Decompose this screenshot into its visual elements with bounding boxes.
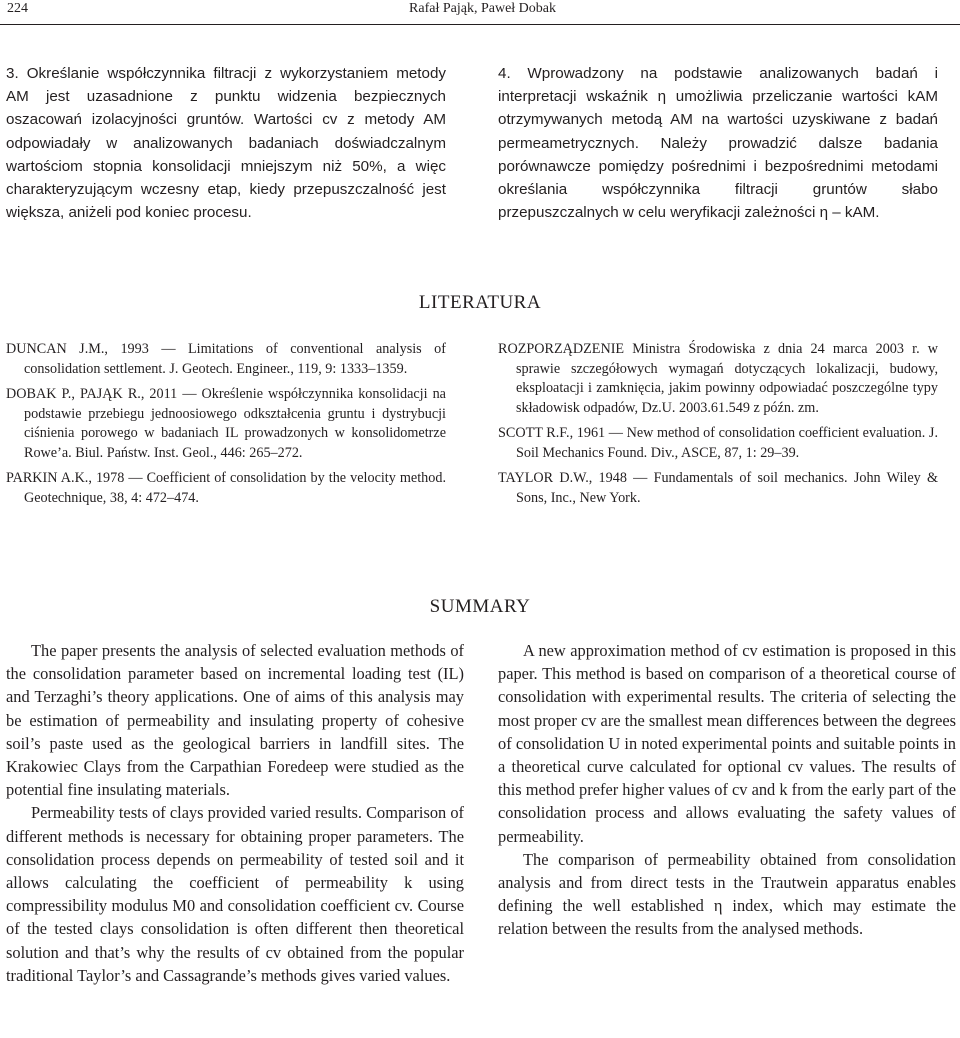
page-number: 224 (7, 1, 28, 16)
references-left-column (6, 340, 446, 514)
conclusion-item-4 (498, 62, 938, 224)
reference-entry: ROZPORZĄDZENIE Ministra Środowiska z dnia 24 marca 2003 r. w sprawie szczegółowych wymagań dotyczących lokalizacji, budowy, eksploatacji i zamknięcia, jakim powinny odpowiadać poszczególne typy składowisk odpadów, Dz.U. 2003.61.549 z późn. zm. (498, 341, 938, 416)
reference-entry: DOBAK P., PAJĄK R., 2011 — Określenie współczynnika konsolidacji na podstawie przebiegu jednoosiowego odkształcenia gruntu i dystrybucji ciśnienia porowego w badaniach IL prowadzonych w konsolidometrze Rowe’a. Biul. Państw. Inst. Geol., 446: 265–272. (6, 386, 446, 461)
summary-paragraph: The comparison of permeability obtained from consolidation analysis and from direct tests in the Trautwein apparatus enables defining the well established η index, which may estimate the relation between the results from the analysed methods. (498, 849, 956, 939)
running-head-authors: Rafał Pająk, Paweł Dobak (409, 1, 556, 16)
references-right-column (498, 340, 938, 514)
summary-right-column (498, 639, 956, 941)
conclusion-item-4-text: 4. Wprowadzony na podstawie analizowanych badań i interpretacji wskaźnik η umożliwia przeliczanie wartości kAM otrzymywanych metodą AM na wartości uzyskiwane z badań permeametrycznych. Należy prowadzić dalsze badania porównawcze pomiędzy pośrednimi i bezpośrednimi metodami określania współczynnika filtracji gruntów słabo przepuszczalnych w celu weryfikacji zależności η – kAM. (498, 65, 938, 222)
summary-heading: SUMMARY (429, 596, 531, 617)
reference-entry: DUNCAN J.M., 1993 — Limitations of conventional analysis of consolidation settlement. J. Geotech. Engineer., 119, 9: 1333–1359. (6, 341, 446, 377)
conclusion-item-3-text: 3. Określanie współczynnika filtracji z wykorzystaniem metody AM jest uzasadnione z punktu widzenia bezpiecznych oszacowań izolacyjności gruntów. Wartości cv z metody AM odpowiadały w analizowanych badaniach doświadczalnym wartościom stopnia konsolidacji mniejszym niż 50%, a więc charakteryzującym wczesny etap, kiedy przepuszczalność jest większa, aniżeli pod koniec procesu. (6, 65, 446, 222)
summary-paragraph: A new approximation method of cv estimation is proposed in this paper. This method is based on comparison of a theoretical course of consolidation with experimental results. The criteria of selecting the most proper cv are the smallest mean differences between the degrees of consolidation U in noted experimental points and suitable points in a theoretical curve calculated for optional cv values. The results of this method prefer higher values of cv and k from the early part of the consolidation process and allows evaluating the safety values of permeability. (498, 641, 956, 846)
reference-entry: PARKIN A.K., 1978 — Coefficient of consolidation by the velocity method. Geotechnique, 38, 4: 472–474. (6, 470, 446, 506)
literature-heading: LITERATURA (418, 292, 542, 313)
conclusion-item-3 (6, 62, 446, 224)
reference-entry: TAYLOR D.W., 1948 — Fundamentals of soil mechanics. John Wiley & Sons, Inc., New York. (498, 470, 938, 506)
reference-entry: SCOTT R.F., 1961 — New method of consolidation coefficient evaluation. J. Soil Mechanics Found. Div., ASCE, 87, 1: 29–39. (498, 425, 938, 461)
summary-paragraph: Permeability tests of clays provided varied results. Comparison of different methods is necessary for obtaining proper parameters. The consolidation process depends on permeability of tested soil and it allows calculating the coefficient of permeability k using compressibility modulus M0 and consolidation coefficient cv. Course of the tested clays consolidation is often different then theoretical solution and that’s why the results of cv obtained from the popular traditional Taylor’s and Cassagrande’s methods gives varied values. (6, 803, 464, 985)
summary-left-column (6, 639, 464, 987)
summary-paragraph: The paper presents the analysis of selected evaluation methods of the consolidation parameter based on incremental loading test (IL) and Terzaghi’s theory applications. One of aims of this analysis may be estimation of permeability and insulating property of cohesive soil’s paste used as the geological barriers in landfill sites. The Krakowiec Clays from the Carpathian Foredeep were studied as the potential fine insulating materials. (6, 641, 464, 800)
